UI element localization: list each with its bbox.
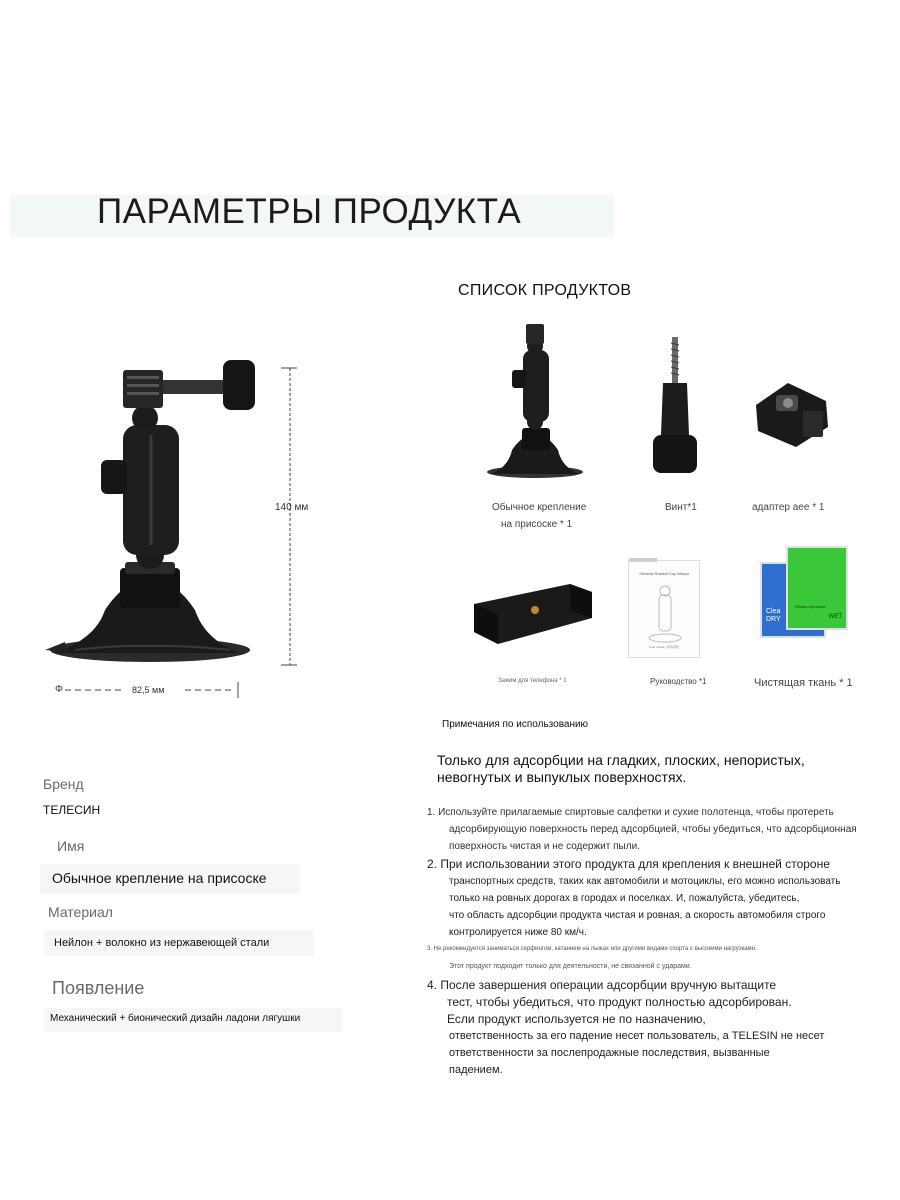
- phone-clamp-thumbnail: [470, 580, 595, 660]
- wet-wipe-label: WET: [828, 614, 842, 620]
- adapter-thumbnail: [748, 375, 833, 455]
- spec-label-name: Имя: [57, 838, 85, 854]
- note-1-line: поверхность чистая и не содержит пыли.: [449, 841, 640, 852]
- dry-wipe-label: Clea DRY: [766, 608, 781, 623]
- wet-wipe: [786, 546, 848, 630]
- diameter-symbol: Φ: [55, 684, 63, 695]
- note-1: [427, 804, 867, 855]
- manual-footer: User Guide / 使用说明: [649, 645, 679, 649]
- note-4-line: Если продукт используется не по назначению,: [447, 1012, 706, 1026]
- note-3-line: 3. Не рекомендуется заниматься серфингом, катанием на лыжах или другими видами спорта с высокими нагрузками.: [427, 946, 757, 952]
- note-4-line: 4. После завершения операции адсорбции вручную вытащите: [427, 978, 777, 992]
- item-caption-screw: Винт*1: [665, 502, 697, 513]
- spec-value-brand: ТЕЛЕСИН: [43, 803, 101, 817]
- manual-thumbnail: [628, 560, 700, 658]
- item-caption-cleaning-wipe: Чистящая ткань * 1: [754, 677, 853, 689]
- spec-value-name: Обычное крепление на присоске: [52, 870, 267, 886]
- spec-label-material: Материал: [48, 904, 113, 920]
- page-title: ПАРАМЕТРЫ ПРОДУКТА: [97, 192, 522, 231]
- note-4-line: ответственности за послепродажные последствия, вызванные: [449, 1047, 770, 1059]
- note-3: [427, 940, 877, 976]
- note-4: [427, 977, 877, 1079]
- main-product-image: [35, 350, 335, 710]
- note-1-line: 1. Используйте прилагаемые спиртовые салфетки и сухие полотенца, чтобы протереть: [427, 807, 834, 818]
- spec-value-appearance: Механический + бионический дизайн ладони лягушки: [50, 1013, 301, 1024]
- note-4-line: ответственность за его падение несет пользователь, а TELESIN не несет: [449, 1030, 825, 1042]
- note-2-line: транспортных средств, таких как автомобили и мотоциклы, его можно использовать: [449, 876, 841, 887]
- suction-mount-thumbnail: [480, 320, 590, 480]
- product-list-title: СПИСОК ПРОДУКТОВ: [458, 282, 632, 299]
- note-2: [427, 856, 877, 941]
- item-caption-mount-line1: Обычное крепление: [492, 502, 587, 513]
- usage-notes-heading: Примечания по использованию: [442, 719, 589, 730]
- spec-label-appearance: Появление: [52, 978, 145, 998]
- note-2-line: только на ровных дорогах в городах и поселках. И, пожалуйста, убедитесь,: [449, 893, 800, 904]
- usage-notes-main: Только для адсорбции на гладких, плоских, непористых, невогнутых и выпуклых поверхностях.: [437, 752, 805, 785]
- spec-value-material: Нейлон + волокно из нержавеющей стали: [54, 937, 270, 949]
- spec-label-brand: Бренд: [43, 776, 84, 792]
- item-caption-mount-line2: на присоске * 1: [501, 519, 573, 530]
- manual-illustration: [647, 583, 683, 643]
- note-4-line: тест, чтобы убедиться, что продукт полностью адсорбирован.: [447, 995, 792, 1009]
- item-caption-adapter: адаптер aee * 1: [752, 502, 825, 513]
- diameter-dimension: 82,5 мм: [132, 685, 165, 695]
- manual-title: General Suction Cup Mount: [639, 571, 689, 576]
- note-2-line: контролируется ниже 80 км/ч.: [449, 927, 587, 938]
- note-2-line: 2. При использовании этого продукта для крепления к внешней стороне: [427, 857, 830, 871]
- wet-wipe-green-label: Уборка обучение: [794, 604, 826, 609]
- item-caption-manual: Руководство *1: [650, 677, 707, 686]
- note-4-line: падением.: [449, 1064, 503, 1076]
- screw-thumbnail: [645, 335, 705, 480]
- note-3-line: Этот продукт подходит только для деятельности, не связанной с ударами.: [449, 963, 692, 970]
- note-1-line: адсорбирующую поверхность перед адсорбцией, чтобы убедиться, что адсорбционная: [449, 824, 857, 835]
- height-dimension: 140 мм: [275, 502, 309, 513]
- note-2-line: что область адсорбции продукта чистая и ровная, а скорость автомобиля строго: [449, 910, 826, 921]
- item-caption-phone-clamp: Зажим для телефона * 1: [498, 678, 567, 684]
